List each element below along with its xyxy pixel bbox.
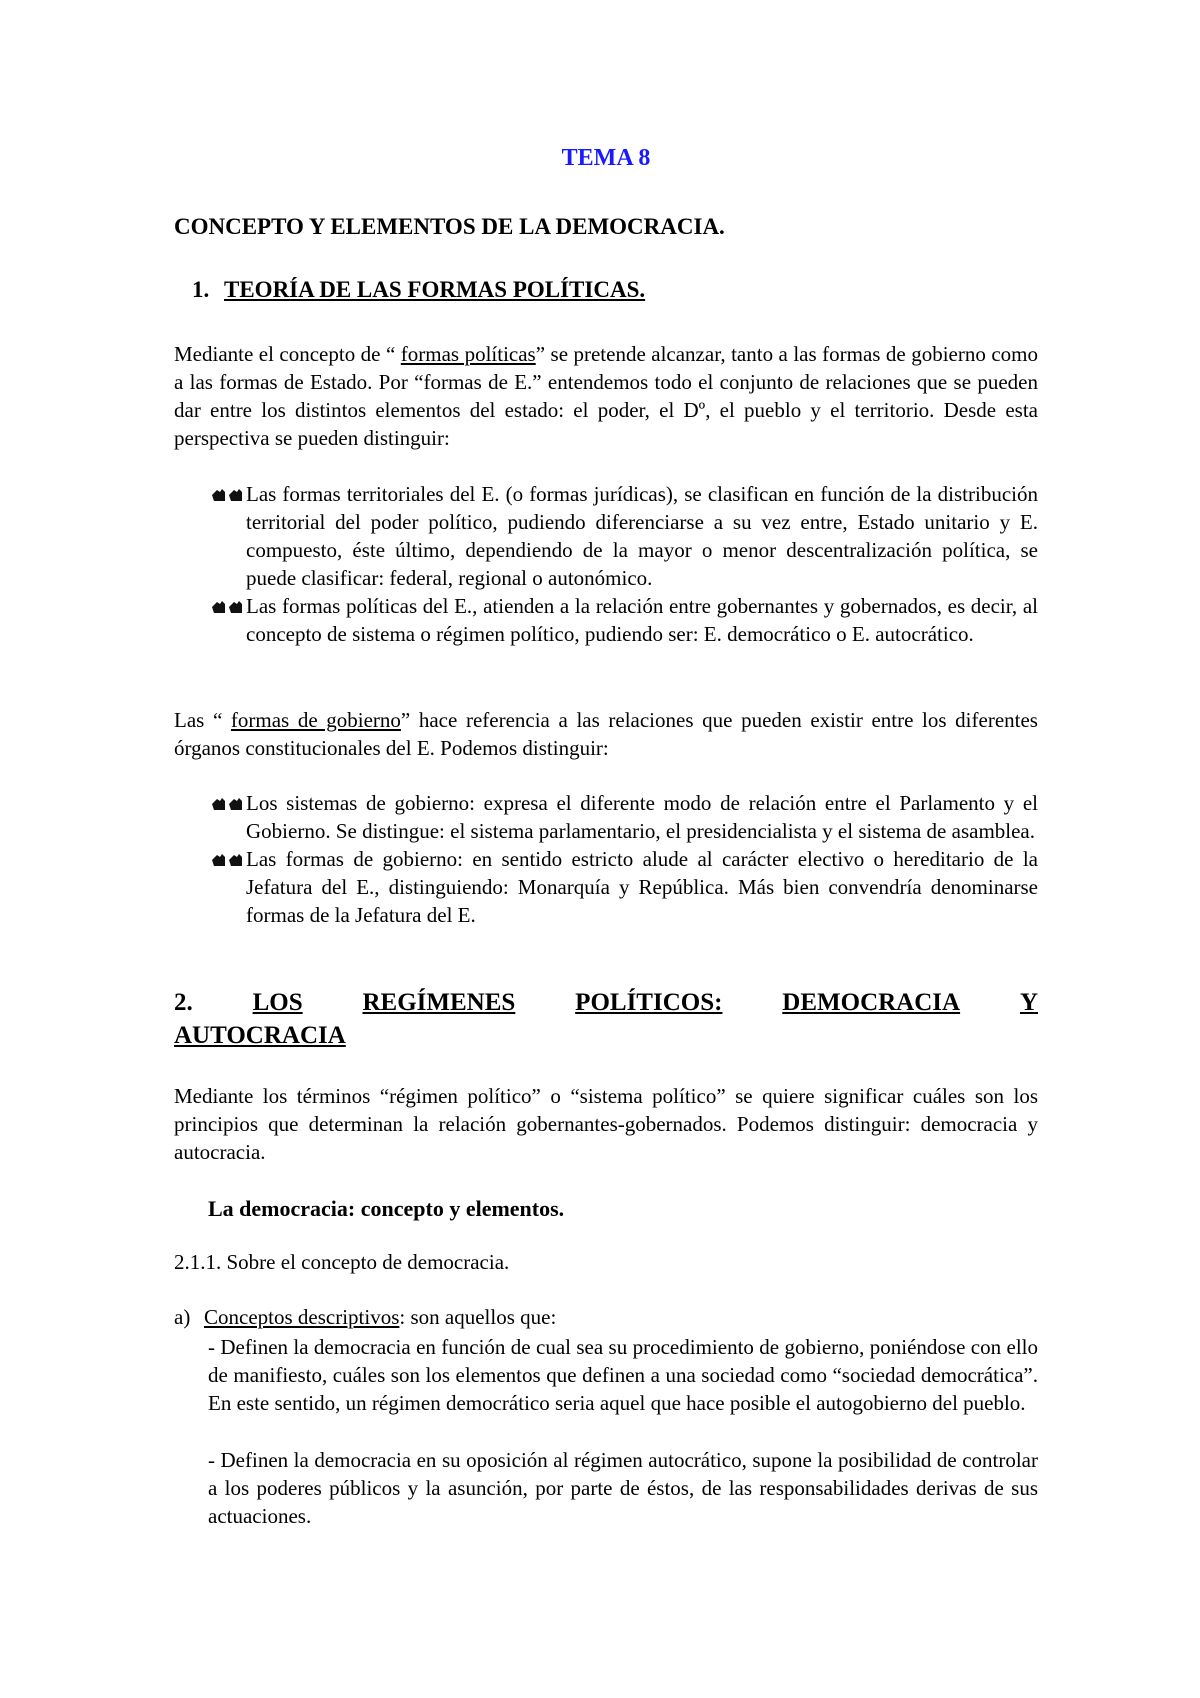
section-2-number: 2.	[174, 989, 193, 1016]
section-1-heading	[192, 277, 645, 303]
subsection-2-1-1: 2.1.1. Sobre el concepto de democracia.	[174, 1250, 510, 1274]
hand-pointer-icon	[210, 794, 246, 814]
section-2-title-word: DEMOCRACIA	[782, 989, 961, 1016]
document-title: CONCEPTO Y ELEMENTOS DE LA DEMOCRACIA.	[174, 214, 725, 239]
section-1-number: 1.	[192, 277, 210, 302]
section-1-intro	[174, 340, 1038, 452]
list-item-text: Los sistemas de gobierno: expresa el diferente modo de relación entre el Parlamento y el Gobierno. Se distingue: el sistema parlamentario, el presidencialista y el sistema de asamblea.	[246, 791, 1038, 843]
gob-text-before: Las “	[174, 708, 231, 732]
list-item-text: Las formas de gobierno: en sentido estricto alude al carácter electivo o hereditario de la Jefatura del E., distinguiendo: Monarquía y República. Más bien convendría denominarse formas de la Jefatura del E.	[246, 847, 1038, 927]
forms-of-government-intro	[174, 706, 1038, 762]
section-1-title: TEORÍA DE LAS FORMAS POLÍTICAS.	[224, 277, 646, 302]
section-2-heading	[174, 986, 1038, 1052]
item-label: a)	[174, 1305, 191, 1329]
concepts-text-after: : son aquellos que:	[399, 1305, 557, 1329]
dash-item: - Definen la democracia en su oposición al régimen autocrático, supone la posibilidad de controlar a los poderes públicos y la asunción, por parte de éstos, de las responsabilidades derivas de sus actuaciones.	[208, 1448, 1038, 1528]
list-item-text: Las formas políticas del E., atienden a la relación entre gobernantes y gobernados, es decir, al concepto de sistema o régimen político, pudiendo ser: E. democrático o E. autocrático.	[246, 594, 1038, 646]
section-2-title-word: LOS	[252, 989, 303, 1016]
section-2-title-word: REGÍMENES	[362, 989, 516, 1016]
list-item-text: Las formas territoriales del E. (o formas jurídicas), se clasifican en función de la distribución territorial del poder político, pudiendo diferenciarse a su vez entre, Estado unitario y E. compuesto, éste último, dependiendo de la mayor o menor descentralización política, se puede clasificar: federal, regional o autonómico.	[246, 482, 1038, 590]
democracy-subheading: La democracia: concepto y elementos.	[208, 1196, 565, 1221]
intro-text-after: ” se pretende alcanzar, tanto a las formas de gobierno como a las formas de Estado. Por “formas de E.” entendemos todo el conjunto de relaciones que se pueden dar entre los distintos elementos del estado: el poder, el Dº, el pueblo y el territorio. Desde esta perspectiva se pueden distinguir:	[174, 342, 1039, 450]
section-2-heading-line-2: AUTOCRACIA	[174, 1022, 346, 1049]
descriptive-concepts-line	[174, 1305, 556, 1330]
section-2-heading-line-1	[174, 986, 1038, 1019]
list-item	[174, 480, 1038, 592]
list-item	[174, 592, 1038, 648]
section-2-title-word: Y	[1019, 989, 1038, 1016]
section-2-intro: Mediante los términos “régimen político” o “sistema político” se quiere significar cuáles son los principios que determinan la relación gobernantes-gobernados. Podemos distinguir: democracia y autocracia.	[174, 1084, 1038, 1164]
forms-of-government-list	[174, 789, 1038, 929]
list-item	[174, 789, 1038, 845]
intro-term: formas políticas	[400, 342, 536, 366]
hand-pointer-icon	[210, 850, 246, 870]
tema-title: TEMA 8	[561, 145, 651, 171]
section-2-title-word: POLÍTICOS:	[575, 989, 723, 1016]
dash-item: - Definen la democracia en función de cual sea su procedimiento de gobierno, poniéndose con ello de manifiesto, cuáles son los elementos que definen a una sociedad como “sociedad democrática”. En este sentido, un régimen democrático seria aquel que hace posible el autogobierno del pueblo.	[208, 1335, 1038, 1415]
list-item	[174, 845, 1038, 929]
gob-text-after: ” hace referencia a las relaciones que pueden existir entre los diferentes órganos constitucionales del E. Podemos distinguir:	[174, 708, 1038, 760]
hand-pointer-icon	[210, 485, 246, 505]
gob-term: formas de gobierno	[230, 708, 401, 732]
intro-text-before: Mediante el concepto de “	[174, 342, 401, 366]
forms-of-state-list	[174, 480, 1038, 648]
hand-pointer-icon	[210, 597, 246, 617]
concepts-term: Conceptos descriptivos	[204, 1305, 400, 1329]
